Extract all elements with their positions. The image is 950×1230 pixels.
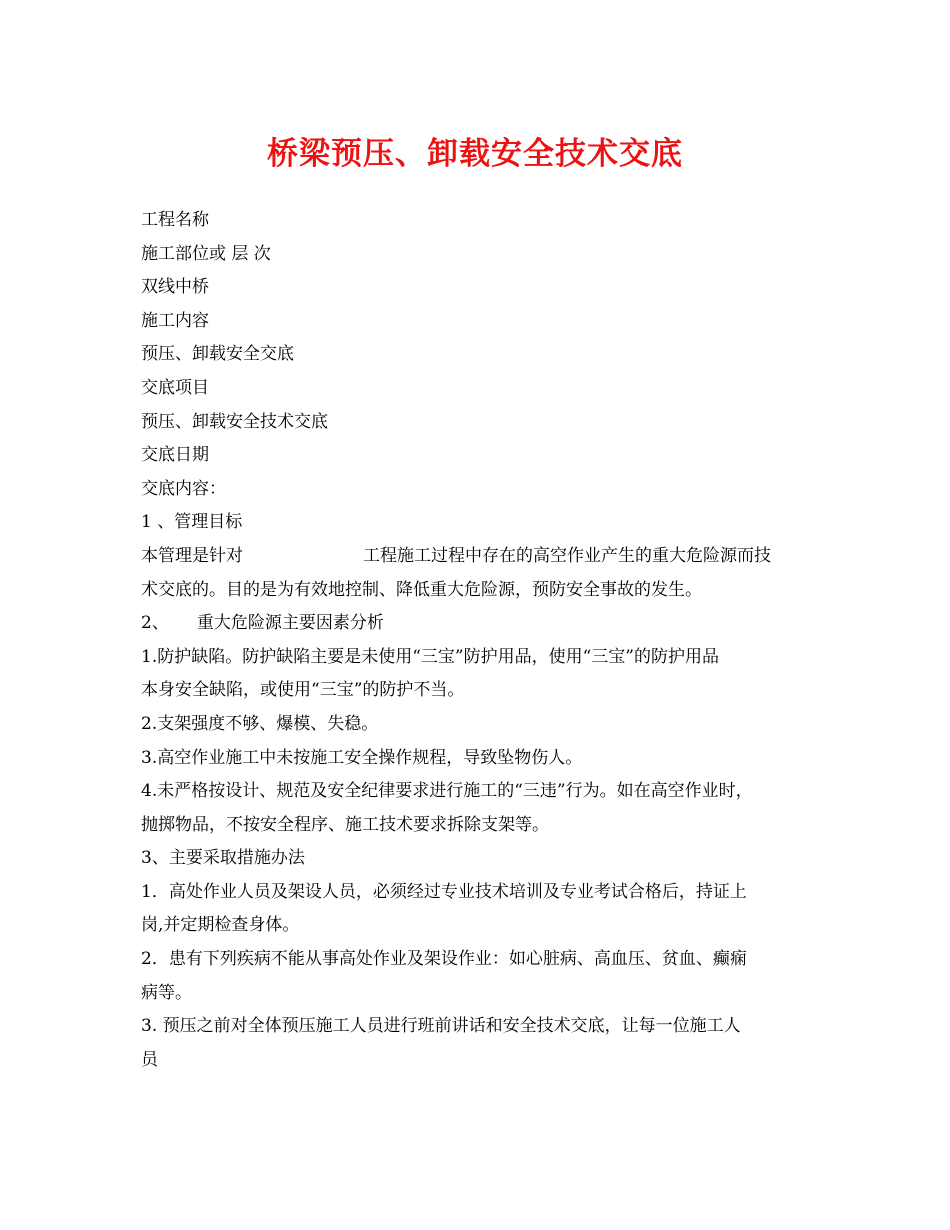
section2-heading: 重大危险源主要因素分析 (196, 613, 384, 634)
section2-number: 2、 (141, 613, 169, 634)
section3-item2-line1: 2．患有下列疾病不能从事高处作业及架设作业：如心脏病、高血压、贫血、癫痫 (141, 949, 747, 970)
section2-item1-line1: 1.防护缺陷。防护缺陷主要是未使用“三宝”防护用品，使用“三宝”的防护用品 (141, 646, 719, 667)
section2-item1-line2: 本身安全缺陷，或使用“三宝”的防护不当。 (141, 680, 465, 701)
section1-heading: 1 、管理目标 (141, 512, 243, 533)
section3-item2-line2: 病等。 (141, 982, 192, 1003)
section1-para-rest: 工程施工过程中存在的高空作业产生的重大危险源而技 (363, 545, 771, 566)
section3-item3-line1: 3. 预压之前对全体预压施工人员进行班前讲话和安全技术交底，让每一位施工人 (141, 1016, 741, 1037)
item-label: 交底项目 (141, 377, 209, 398)
section2-item4-line1: 4.未严格按设计、规范及安全纪律要求进行施工的“三违”行为。如在高空作业时， (141, 781, 753, 802)
section2-item3: 3.高空作业施工中未按施工安全操作规程，导致坠物伤人。 (141, 747, 583, 768)
section1-paragraph-line2: 术交底的。目的是为有效地控制、降低重大危险源，预防安全事故的发生。 (141, 579, 702, 600)
section2-item4-line2: 抛掷物品，不按安全程序、施工技术要求拆除支架等。 (141, 814, 549, 835)
content-label: 施工内容 (141, 310, 209, 331)
section1-paragraph-line1 (141, 540, 831, 574)
document-title: 桥梁预压、卸载安全技术交底 (267, 136, 683, 172)
content-value: 预压、卸载安全交底 (141, 344, 294, 365)
item-value: 预压、卸载安全技术交底 (141, 411, 328, 432)
section2-item2: 2.支架强度不够、爆模、失稳。 (141, 713, 379, 734)
briefing-label: 交底内容： (141, 478, 226, 499)
section3-item3-line2: 员 (141, 1049, 158, 1070)
section3-item1-line1: 1．高处作业人员及架设人员，必须经过专业技术培训及专业考试合格后，持证上 (141, 881, 747, 902)
section3-item1-line2: 岗,并定期检查身体。 (141, 915, 300, 936)
project-name-label: 工程名称 (141, 210, 209, 230)
date-label: 交底日期 (141, 445, 209, 466)
document-body (141, 204, 831, 1077)
location-value: 双线中桥 (141, 277, 209, 298)
section1-para-start: 本管理是针对 (141, 545, 243, 566)
location-label: 施工部位或 层 次 (141, 243, 271, 264)
section3-heading: 3、主要采取措施办法 (141, 848, 305, 869)
section2-heading-line (141, 607, 831, 641)
